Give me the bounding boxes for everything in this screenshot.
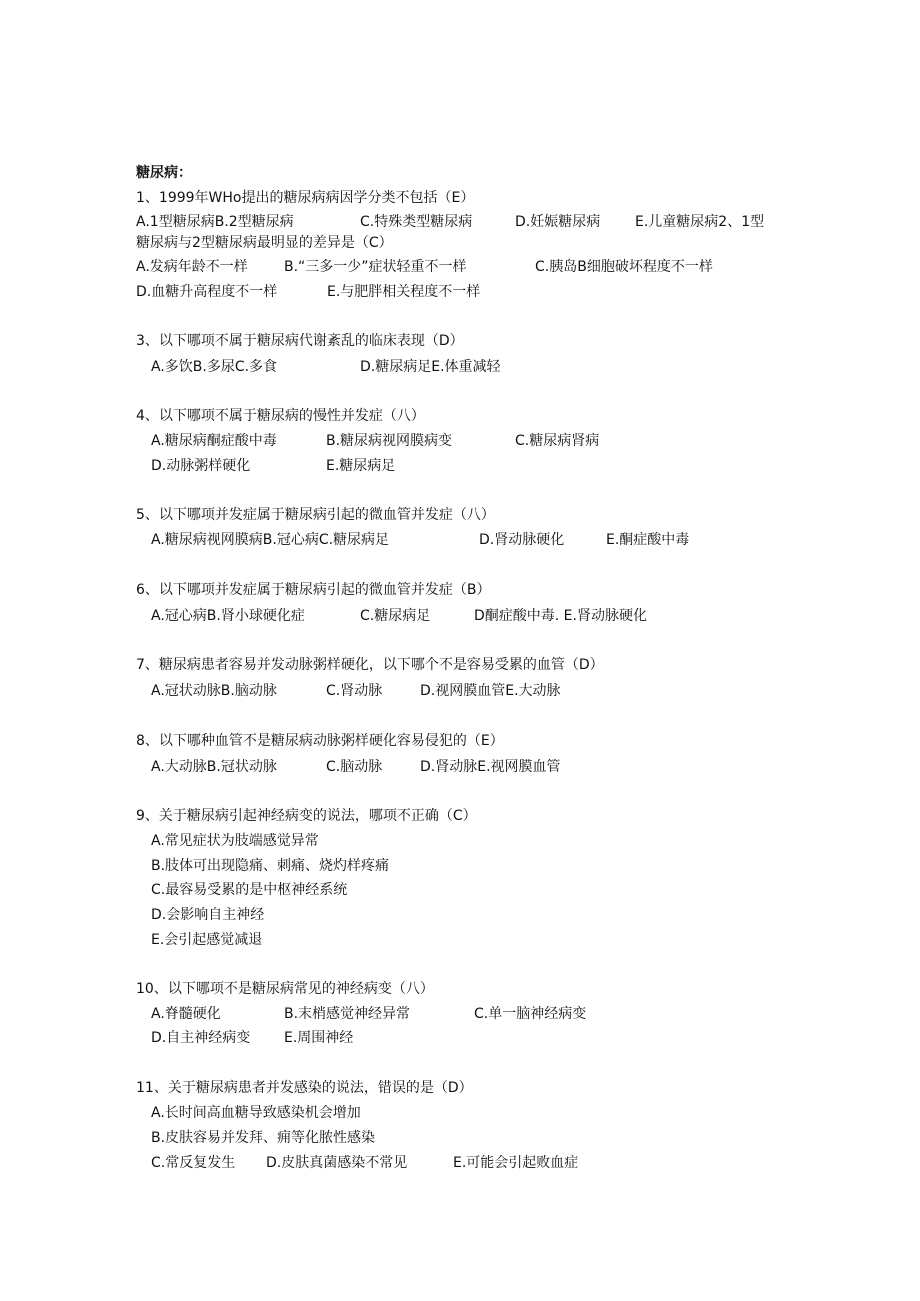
question-5-option: A.糖尿病视网膜病B.冠心病C.糖尿病足	[151, 532, 390, 548]
question-5-option: E.酮症酸中毒	[606, 532, 690, 548]
question-4-option: E.糖尿病足	[326, 458, 396, 474]
question-2-option: A.发病年龄不一样	[136, 259, 248, 275]
question-4-stem: 4、以下哪项不属于糖尿病的慢性并发症（八）	[136, 408, 425, 424]
question-8-stem: 8、以下哪种血管不是糖尿病动脉粥样硬化容易侵犯的（E）	[136, 733, 504, 749]
question-11-option: B.皮肤容易并发拜、痈等化脓性感染	[151, 1130, 376, 1146]
question-9-option: E.会引起感觉减退	[151, 932, 263, 948]
question-4-option: B.糖尿病视网膜病变	[326, 433, 453, 449]
question-2-option: D.血糖升高程度不一样	[136, 284, 278, 300]
question-6-option: C.糖尿病足	[360, 608, 431, 624]
question-7-option: D.视网膜血管E.大动脉	[420, 683, 561, 699]
question-9-option: C.最容易受累的是中枢神经系统	[151, 882, 348, 898]
question-1-stem: 1、1999年WHo提出的糖尿病病因学分类不包括（E）	[136, 190, 475, 206]
question-6-option: D酮症酸中毒. E.肾动脉硬化	[474, 608, 647, 624]
question-11-option: D.皮肤真菌感染不常见	[266, 1155, 408, 1171]
question-2-option: E.与肥胖相关程度不一样	[327, 284, 481, 300]
question-8-option: C.脑动脉	[326, 759, 383, 775]
question-8-option: D.肾动脉E.视网膜血管	[420, 759, 561, 775]
question-2-option: C.胰岛B细胞破坏程度不一样	[535, 259, 713, 275]
question-6-option: A.冠心病B.肾小球硬化症	[151, 608, 305, 624]
question-5-option: D.肾动脉硬化	[479, 532, 565, 548]
question-1-option: C.特殊类型糖尿病	[360, 214, 473, 230]
question-4-option: A.糖尿病酮症酸中毒	[151, 433, 277, 449]
question-11-option: E.可能会引起败血症	[453, 1155, 579, 1171]
question-4-option: D.动脉粥样硬化	[151, 458, 251, 474]
question-10-option: A.脊髓硬化	[151, 1006, 221, 1022]
question-6-stem: 6、以下哪项并发症属于糖尿病引起的微血管并发症（B）	[136, 582, 491, 598]
question-1-option: E.儿童糖尿病2、1型	[635, 214, 765, 230]
question-5-stem: 5、以下哪项并发症属于糖尿病引起的微血管并发症（八）	[136, 507, 495, 523]
question-10-stem: 10、以下哪项不是糖尿病常见的神经病变（八）	[136, 981, 434, 997]
question-3-option: A.多饮B.多尿C.多食	[151, 359, 278, 375]
question-11-option: A.长时间高血糖导致感染机会增加	[151, 1105, 361, 1121]
question-1-option: D.妊娠糖尿病	[515, 214, 601, 230]
question-10-option: D.自主神经病变	[151, 1030, 251, 1046]
question-2-option: B.“三多一少”症状轻重不一样	[284, 259, 467, 275]
question-4-option: C.糖尿病肾病	[515, 433, 600, 449]
question-8-option: A.大动脉B.冠状动脉	[151, 759, 277, 775]
question-3-option: D.糖尿病足E.体重减轻	[360, 359, 501, 375]
question-3-stem: 3、以下哪项不属于糖尿病代谢紊乱的临床表现（D）	[136, 333, 464, 349]
question-7-stem: 7、糖尿病患者容易并发动脉粥样硬化，以下哪个不是容易受累的血管（D）	[136, 657, 604, 673]
question-10-option: C.单一脑神经病变	[474, 1006, 587, 1022]
question-10-option: B.末梢感觉神经异常	[284, 1006, 411, 1022]
question-11-option: C.常反复发生	[151, 1155, 236, 1171]
question-9-option: B.肢体可出现隐痛、刺痛、烧灼样疼痛	[151, 858, 390, 874]
question-9-stem: 9、关于糖尿病引起神经病变的说法，哪项不正确（C）	[136, 808, 477, 824]
question-7-option: A.冠状动脉B.脑动脉	[151, 683, 277, 699]
question-11-stem: 11、关于糖尿病患者并发感染的说法，错误的是（D）	[136, 1080, 473, 1096]
question-1-option: A.1型糖尿病B.2型糖尿病	[136, 214, 294, 230]
question-7-option: C.肾动脉	[326, 683, 383, 699]
question-2-stem: 糖尿病与2型糖尿病最明显的差异是（C）	[136, 235, 393, 251]
question-9-option: A.常见症状为肢端感觉异常	[151, 833, 319, 849]
question-9-option: D.会影响自主神经	[151, 907, 265, 923]
section-title: 糖尿病：	[136, 165, 192, 181]
question-10-option: E.周围神经	[284, 1030, 354, 1046]
